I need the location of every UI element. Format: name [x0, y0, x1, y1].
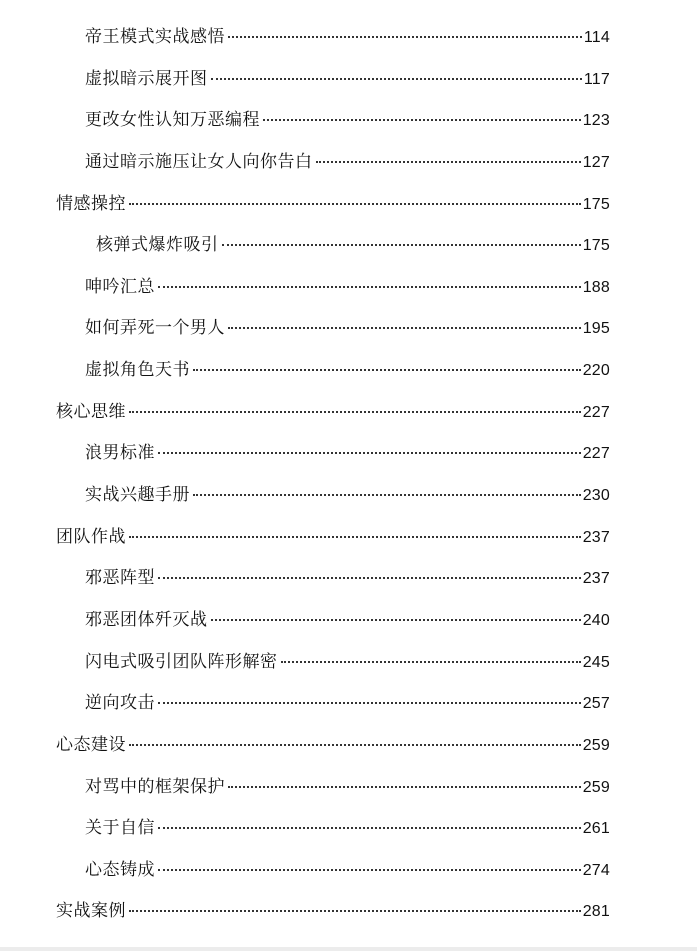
- toc-page-number: 195: [582, 320, 610, 338]
- toc-page-number: 117: [583, 70, 610, 88]
- toc-page-number: 123: [582, 112, 610, 130]
- toc-page-number: 237: [582, 528, 610, 546]
- page-bottom-edge: [0, 947, 697, 951]
- toc-page-number: 227: [582, 445, 610, 463]
- toc-dot-leader: [316, 161, 581, 163]
- toc-entry-title: 实战兴趣手册: [85, 485, 190, 506]
- toc-page-number: 175: [582, 237, 610, 255]
- toc-entry-title: 逆向攻击: [85, 693, 155, 714]
- toc-entry[interactable]: [0, 433, 697, 475]
- toc-entry-title: 虚拟暗示展开图: [85, 68, 208, 89]
- toc-dot-leader: [211, 78, 582, 80]
- toc-page-number: 274: [582, 861, 610, 879]
- toc-entry[interactable]: [0, 17, 697, 59]
- toc-entry[interactable]: [0, 600, 697, 642]
- toc-section[interactable]: [0, 392, 697, 434]
- toc-dot-leader: [158, 827, 581, 829]
- toc-page-number: 240: [582, 611, 610, 629]
- toc-entry[interactable]: [0, 225, 697, 267]
- toc-page-number: 281: [582, 903, 610, 921]
- toc-entry[interactable]: [0, 767, 697, 809]
- toc-dot-leader: [129, 411, 581, 413]
- toc-page-number: 114: [583, 29, 610, 46]
- toc-page-number: 175: [582, 195, 610, 213]
- toc-entry[interactable]: [0, 808, 697, 850]
- toc-entry-title: 更改女性认知万恶编程: [85, 110, 260, 131]
- toc-entry[interactable]: [0, 558, 697, 600]
- toc-dot-leader: [193, 369, 581, 371]
- toc-entry-title: 闪电式吸引团队阵形解密: [85, 651, 278, 672]
- toc-entry-title: 如何弄死一个男人: [85, 318, 225, 339]
- toc-dot-leader: [193, 494, 581, 496]
- toc-section-title: 核心思维: [56, 401, 126, 422]
- toc-section-title: 心态建设: [56, 734, 126, 755]
- toc-entry[interactable]: [0, 59, 697, 101]
- toc-page-number: 259: [582, 778, 610, 796]
- toc-dot-leader: [222, 244, 581, 246]
- toc-page-number: 261: [582, 820, 610, 838]
- toc-page-number: 227: [582, 403, 610, 421]
- toc-page-number: 220: [582, 362, 610, 380]
- toc-entry-title: 对骂中的框架保护: [85, 776, 225, 797]
- toc-entry-title: 通过暗示施压让女人向你告白: [85, 151, 313, 172]
- toc-entry[interactable]: [0, 475, 697, 517]
- toc-section-title: 实战案例: [56, 901, 126, 922]
- toc-entry-title: 邪恶团体歼灭战: [85, 609, 208, 630]
- toc-entry[interactable]: [0, 850, 697, 892]
- toc-entry[interactable]: [0, 350, 697, 392]
- toc-entry-title: 帝王模式实战感悟: [85, 27, 225, 47]
- toc-entry-title: 虚拟角色天书: [85, 360, 190, 381]
- toc-dot-leader: [228, 786, 581, 788]
- toc-entry[interactable]: [0, 100, 697, 142]
- toc-page-number: 237: [582, 570, 610, 588]
- toc-entry-title: 核弹式爆炸吸引: [96, 235, 219, 256]
- toc-dot-leader: [158, 702, 581, 704]
- toc-entry-title: 呻吟汇总: [85, 276, 155, 297]
- toc-dot-leader: [228, 327, 581, 329]
- toc-section[interactable]: [0, 517, 697, 559]
- toc-dot-leader: [263, 119, 581, 121]
- toc-entry[interactable]: [0, 308, 697, 350]
- toc-entry[interactable]: [0, 267, 697, 309]
- toc-dot-leader: [129, 203, 581, 205]
- toc-dot-leader: [129, 910, 581, 912]
- toc-page-number: 259: [582, 736, 610, 754]
- toc-section[interactable]: [0, 184, 697, 226]
- table-of-contents: [0, 17, 697, 933]
- toc-entry-title: 浪男标准: [85, 443, 155, 464]
- toc-dot-leader: [211, 619, 581, 621]
- toc-dot-leader: [129, 744, 581, 746]
- toc-section[interactable]: [0, 725, 697, 767]
- toc-dot-leader: [158, 577, 581, 579]
- toc-page-number: 257: [582, 695, 610, 713]
- toc-dot-leader: [158, 869, 581, 871]
- toc-dot-leader: [281, 661, 581, 663]
- toc-dot-leader: [158, 452, 581, 454]
- toc-section-title: 情感操控: [56, 193, 126, 214]
- toc-section-title: 团队作战: [56, 526, 126, 547]
- toc-dot-leader: [129, 536, 581, 538]
- toc-dot-leader: [228, 36, 582, 38]
- toc-page-number: 127: [582, 153, 610, 171]
- toc-page-number: 230: [582, 487, 610, 505]
- toc-section[interactable]: [0, 891, 697, 933]
- toc-entry[interactable]: [0, 142, 697, 184]
- toc-entry-title: 关于自信: [85, 818, 155, 839]
- toc-entry[interactable]: [0, 683, 697, 725]
- toc-dot-leader: [158, 286, 581, 288]
- toc-entry-title: 心态铸成: [85, 859, 155, 880]
- toc-page-number: 245: [582, 653, 610, 671]
- toc-entry-title: 邪恶阵型: [85, 568, 155, 589]
- toc-page-number: 188: [582, 278, 610, 296]
- toc-entry[interactable]: [0, 642, 697, 684]
